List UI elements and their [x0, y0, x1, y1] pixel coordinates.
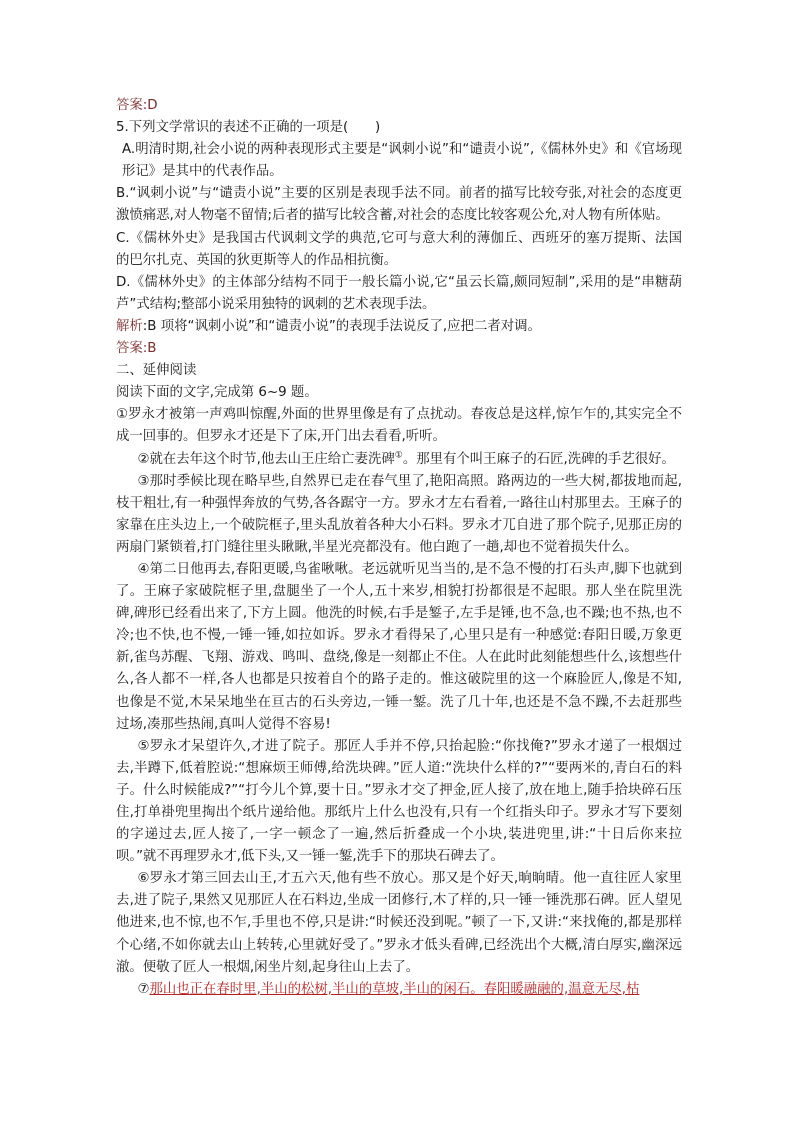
- option-a: A.明清时期,社会小说的两种表现形式主要是“讽刺小说”和“谴责小说”,《儒林外史》和《官场现形记》是其中的代表作品。: [122, 142, 682, 180]
- analysis-line: [116, 316, 682, 338]
- footnote-marker[interactable]: ①: [394, 450, 403, 461]
- paragraph-1: ①罗永才被第一声鸡叫惊醒,外面的世界里像是有了点扰动。春夜总是这样,惊乍乍的,其实完全不成一回事的。但罗永才还是下了床,开门出去看看,听听。: [116, 407, 682, 445]
- paragraph-2-text-end: 。那里有个叫王麻子的石匠,洗碑的手艺很好。: [402, 451, 675, 467]
- reading-instruction: 阅读下面的文字,完成第 6~9 题。: [116, 385, 318, 401]
- paragraph-7-number: ⑦: [137, 981, 150, 997]
- paragraph-3: ③那时季候比现在略早些,自然界已走在春气里了,艳阳高照。路两边的一些大树,都拔地而起,枝干粗壮,有一种强悍奔放的气势,各各踞守一方。罗永才左右看着,一路往山村那里去。王麻子的家靠在庄头边上,一个破院框子,里头乱放着各种大小石料。罗永才兀自进了那个院子,见那正房的两扇门紧锁着,打门缝往里头瞅瞅,半星光亮都没有。他白跑了一趟,却也不觉着损失什么。: [116, 473, 682, 555]
- option-c: C.《儒林外史》是我国古代讽刺文学的典范,它可与意大利的薄伽丘、西班牙的塞万提斯、法国的巴尔扎克、英国的狄更斯等人的作品相抗衡。: [116, 230, 682, 268]
- answer-line: 答案:B: [116, 341, 157, 357]
- paragraph-4: ④第二日他再去,春阳更暖,鸟雀啾啾。老远就听见当当的,是不急不慢的打石头声,脚下也就到了。王麻子家破院框子里,盘腿坐了一个人,五十来岁,相貌打扮都很是不起眼。那人坐在院里洗碑,碑形已经看出来了,下方上圆。他洗的时候,右手是錾子,左手是锤,也不急,也不躁;也不热,也不冷;也不快,也不慢,一锤一锤,如拉如诉。罗永才看得呆了,心里只是有一种感觉:春阳日暖,万象更新,雀鸟苏醒、飞翔、游戏、鸣叫、盘绕,像是一刻都止不住。人在此时此刻能想些什么,该想些什么,各人都不一样,各人也都是只按着自个的路子走的。惟这破院里的这一个麻脸匠人,像是不知,也像是不觉,木呆呆地坐在亘古的石头旁边,一锤一錾。洗了几十年,也还是不急不躁,不去赶那些过场,凑那些热闹,真叫人觉得不容易!: [116, 561, 682, 732]
- paragraph-6: ⑥罗永才第三回去山王,才五六天,他有些不放心。那又是个好天,晌晌晴。他一直往匠人家里去,进了院子,果然又见那匠人在石料边,坐成一团修行,木了样的,只一锤一锤洗那石碑。匠人望见他进来,也不惊,也不乍,手里也不停,只是讲:“时候还没到呢。”顿了一下,又讲:“来找俺的,都是那样个心绪,不如你就去山上转转,心里就好受了。”罗永才低头看碑,已经洗出个大概,清白厚实,幽深远澈。便敬了匠人一根烟,闲坐片刻,起身往山上去了。: [116, 871, 682, 975]
- underlined-passage: 那山也正在春时里,半山的松树,半山的草坡,半山的闲石。春阳暖融融的,温意无尽,枯: [149, 981, 640, 997]
- analysis-text: :B 项将“讽刺小说”和“谴责小说”的表现手法说反了,应把二者对调。: [142, 318, 541, 334]
- paragraph-7: [116, 979, 682, 1001]
- document-page: [116, 95, 682, 1001]
- paragraph-5: ⑤罗永才呆望许久,才进了院子。那匠人手并不停,只抬起脸:“你找俺?”罗永才递了一根烟过去,半蹲下,低着腔说:“想麻烦王师傅,给洗块碑。”匠人道:“洗块什么样的?”“要两米的,青白石的料子。什么时候能成?”“打今儿个算,要十日。”罗永才交了押金,匠人接了,放在地上,随手拾块碎石压住,打单褂兜里掏出个纸片递给他。那纸片上什么也没有,只有一个红指头印子。罗永才写下要刻的字递过去,匠人接了,一字一顿念了一遍,然后折叠成一个小块,装进兜里,讲:“十日后你来拉呗。”就不再理罗永才,低下头,又一锤一錾,洗手下的那块石碑去了。: [116, 738, 682, 865]
- option-d: D.《儒林外史》的主体部分结构不同于一般长篇小说,它“虽云长篇,颇同短制”,采用的是“串糖葫芦”式结构;整部小说采用独特的讽刺的艺术表现手法。: [116, 274, 682, 312]
- analysis-label: 解析: [116, 318, 143, 334]
- answer-line: 答案:D: [116, 98, 158, 113]
- question-5-stem: 5.下列文学常识的表述不正确的一项是( ): [116, 120, 381, 136]
- paragraph-2: [116, 449, 682, 471]
- section-heading: 二、延伸阅读: [116, 363, 197, 379]
- option-b: B.“讽刺小说”与“谴责小说”主要的区别是表现手法不同。前者的描写比较夸张,对社会的态度更激愤痛恶,对人物毫不留情;后者的描写比较含蓄,对社会的态度比较客观公允,对人物有所体贴。: [116, 186, 682, 224]
- paragraph-2-text: ②就在去年这个时节,他去山王庄给亡妻洗碑: [137, 451, 395, 467]
